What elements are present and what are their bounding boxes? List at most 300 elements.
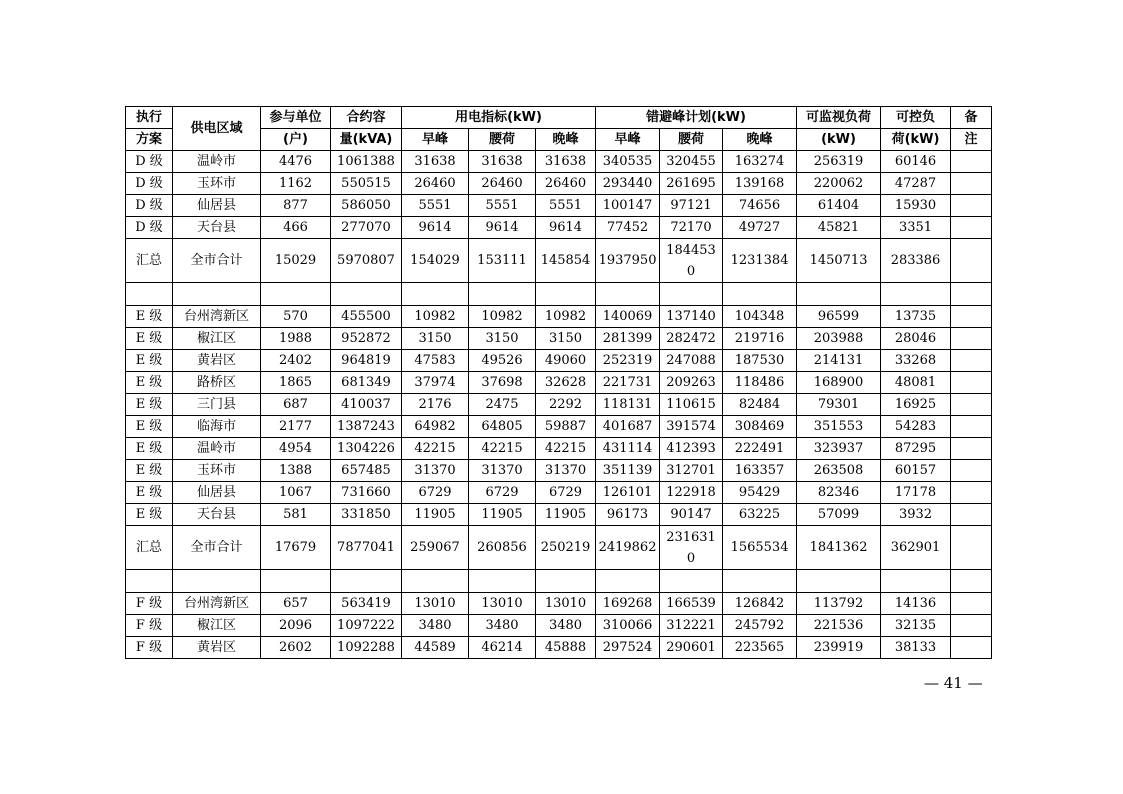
monitorable-load-cell: 351553 [797, 416, 881, 438]
capacity-cell: 1304226 [331, 438, 402, 460]
stagger-evening-cell: 74656 [723, 195, 797, 217]
capacity-cell [331, 283, 402, 306]
stagger-morning-cell [596, 283, 660, 306]
stagger-morning-cell: 169268 [596, 593, 660, 615]
stagger-evening-cell: 63225 [723, 504, 797, 526]
controllable-load-cell: 28046 [881, 328, 951, 350]
units-cell: 877 [261, 195, 331, 217]
stagger-waist-cell: 290601 [660, 637, 723, 659]
usage-waist-cell: 26460 [469, 173, 536, 195]
usage-waist-cell: 31638 [469, 151, 536, 173]
area-cell: 全市合计 [173, 239, 261, 283]
stagger-waist-cell: 137140 [660, 306, 723, 328]
area-cell: 黄岩区 [173, 350, 261, 372]
area-cell: 椒江区 [173, 615, 261, 637]
stagger-waist-cell: 166539 [660, 593, 723, 615]
capacity-cell: 731660 [331, 482, 402, 504]
plan-cell: F 级 [126, 637, 173, 659]
stagger-waist-cell: 90147 [660, 504, 723, 526]
capacity-cell: 550515 [331, 173, 402, 195]
usage-waist-cell: 6729 [469, 482, 536, 504]
table-row [126, 394, 992, 416]
stagger-evening-cell: 95429 [723, 482, 797, 504]
plan-cell: 汇总 [126, 526, 173, 570]
usage-morning-cell [402, 283, 469, 306]
table-row [126, 482, 992, 504]
stagger-evening-cell: 1565534 [723, 526, 797, 570]
capacity-cell: 1387243 [331, 416, 402, 438]
stagger-morning-cell: 293440 [596, 173, 660, 195]
stagger-waist-cell: 312221 [660, 615, 723, 637]
units-cell: 1988 [261, 328, 331, 350]
monitorable-load-cell: 221536 [797, 615, 881, 637]
header-controllable-load-2: 荷(kW) [881, 129, 951, 151]
usage-evening-cell: 45888 [536, 637, 596, 659]
stagger-morning-cell: 96173 [596, 504, 660, 526]
note-cell [951, 195, 992, 217]
units-cell: 2096 [261, 615, 331, 637]
usage-morning-cell: 13010 [402, 593, 469, 615]
note-cell [951, 416, 992, 438]
stagger-waist-line-2: 0 [686, 263, 696, 279]
monitorable-load-cell: 96599 [797, 306, 881, 328]
header-monitorable-load: 可监视负荷 [797, 107, 881, 129]
stagger-waist-cell: 312701 [660, 460, 723, 482]
stagger-waist-cell: 97121 [660, 195, 723, 217]
stagger-morning-cell: 297524 [596, 637, 660, 659]
area-cell: 全市合计 [173, 526, 261, 570]
stagger-waist-cell: 110615 [660, 394, 723, 416]
stagger-morning-cell: 310066 [596, 615, 660, 637]
header-stagger-waist: 腰荷 [660, 129, 723, 151]
controllable-load-cell [881, 283, 951, 306]
usage-waist-cell: 37698 [469, 372, 536, 394]
area-cell: 仙居县 [173, 195, 261, 217]
units-cell: 1388 [261, 460, 331, 482]
usage-morning-cell: 31370 [402, 460, 469, 482]
plan-cell: E 级 [126, 328, 173, 350]
usage-waist-cell: 13010 [469, 593, 536, 615]
stagger-waist-cell [660, 570, 723, 593]
controllable-load-cell: 15930 [881, 195, 951, 217]
note-cell [951, 438, 992, 460]
area-cell: 天台县 [173, 217, 261, 239]
note-cell [951, 283, 992, 306]
header-usage-morning: 早峰 [402, 129, 469, 151]
area-cell: 玉环市 [173, 173, 261, 195]
stagger-morning-cell: 118131 [596, 394, 660, 416]
note-cell [951, 615, 992, 637]
header-units-2: (户) [261, 129, 331, 151]
header-row-1 [126, 107, 992, 129]
units-cell: 581 [261, 504, 331, 526]
capacity-cell: 563419 [331, 593, 402, 615]
stagger-evening-cell: 1231384 [723, 239, 797, 283]
controllable-load-cell: 362901 [881, 526, 951, 570]
stagger-waist-cell: 72170 [660, 217, 723, 239]
controllable-load-cell: 14136 [881, 593, 951, 615]
header-plan: 执行 [126, 107, 173, 129]
usage-morning-cell: 10982 [402, 306, 469, 328]
note-cell [951, 394, 992, 416]
usage-waist-cell: 10982 [469, 306, 536, 328]
plan-cell: E 级 [126, 460, 173, 482]
capacity-cell: 277070 [331, 217, 402, 239]
units-cell: 2402 [261, 350, 331, 372]
units-cell: 15029 [261, 239, 331, 283]
stagger-waist-cell [660, 526, 723, 570]
controllable-load-cell: 54283 [881, 416, 951, 438]
plan-cell: E 级 [126, 350, 173, 372]
capacity-cell: 1092288 [331, 637, 402, 659]
note-cell [951, 372, 992, 394]
units-cell: 466 [261, 217, 331, 239]
area-cell [173, 283, 261, 306]
stagger-morning-cell: 1937950 [596, 239, 660, 283]
area-cell: 玉环市 [173, 460, 261, 482]
plan-cell: 汇总 [126, 239, 173, 283]
table-row [126, 173, 992, 195]
header-stagger-plan: 错避峰计划(kW) [596, 107, 797, 129]
plan-cell: E 级 [126, 482, 173, 504]
usage-evening-cell: 2292 [536, 394, 596, 416]
area-cell: 台州湾新区 [173, 593, 261, 615]
usage-evening-cell: 145854 [536, 239, 596, 283]
monitorable-load-cell: 220062 [797, 173, 881, 195]
usage-evening-cell: 11905 [536, 504, 596, 526]
blank-row [126, 570, 992, 593]
stagger-evening-cell: 139168 [723, 173, 797, 195]
stagger-waist-line-2: 0 [686, 550, 696, 566]
load-plan-table [125, 106, 992, 659]
stagger-waist-cell: 320455 [660, 151, 723, 173]
stagger-waist-cell: 282472 [660, 328, 723, 350]
stagger-waist-cell [660, 283, 723, 306]
usage-evening-cell: 31638 [536, 151, 596, 173]
stagger-evening-cell: 82484 [723, 394, 797, 416]
monitorable-load-cell: 323937 [797, 438, 881, 460]
area-cell: 温岭市 [173, 438, 261, 460]
note-cell [951, 504, 992, 526]
header-stagger-morning: 早峰 [596, 129, 660, 151]
monitorable-load-cell: 82346 [797, 482, 881, 504]
capacity-cell: 1097222 [331, 615, 402, 637]
header-note-2: 注 [951, 129, 992, 151]
controllable-load-cell: 60157 [881, 460, 951, 482]
note-cell [951, 173, 992, 195]
controllable-load-cell: 38133 [881, 637, 951, 659]
note-cell [951, 306, 992, 328]
capacity-cell: 410037 [331, 394, 402, 416]
controllable-load-cell: 60146 [881, 151, 951, 173]
stagger-morning-cell: 252319 [596, 350, 660, 372]
stagger-evening-cell [723, 570, 797, 593]
usage-morning-cell: 259067 [402, 526, 469, 570]
usage-waist-cell: 49526 [469, 350, 536, 372]
plan-cell: E 级 [126, 416, 173, 438]
usage-waist-cell: 46214 [469, 637, 536, 659]
stagger-evening-cell: 163357 [723, 460, 797, 482]
note-cell [951, 526, 992, 570]
header-capacity: 合约容 [331, 107, 402, 129]
stagger-evening-cell [723, 283, 797, 306]
usage-waist-cell: 260856 [469, 526, 536, 570]
note-cell [951, 570, 992, 593]
header-controllable-load: 可控负 [881, 107, 951, 129]
units-cell: 1162 [261, 173, 331, 195]
plan-cell: E 级 [126, 306, 173, 328]
area-cell: 椒江区 [173, 328, 261, 350]
note-cell [951, 328, 992, 350]
capacity-cell: 331850 [331, 504, 402, 526]
usage-morning-cell [402, 570, 469, 593]
usage-evening-cell [536, 283, 596, 306]
table-row [126, 460, 992, 482]
usage-morning-cell: 6729 [402, 482, 469, 504]
units-cell: 657 [261, 593, 331, 615]
usage-morning-cell: 64982 [402, 416, 469, 438]
usage-morning-cell: 2176 [402, 394, 469, 416]
stagger-waist-cell: 122918 [660, 482, 723, 504]
stagger-morning-cell: 77452 [596, 217, 660, 239]
stagger-evening-cell: 118486 [723, 372, 797, 394]
usage-evening-cell: 49060 [536, 350, 596, 372]
plan-cell: D 级 [126, 217, 173, 239]
stagger-evening-cell: 219716 [723, 328, 797, 350]
usage-waist-cell: 42215 [469, 438, 536, 460]
header-usage-waist: 腰荷 [469, 129, 536, 151]
monitorable-load-cell: 113792 [797, 593, 881, 615]
monitorable-load-cell [797, 570, 881, 593]
stagger-evening-cell: 308469 [723, 416, 797, 438]
monitorable-load-cell: 57099 [797, 504, 881, 526]
header-plan-2: 方案 [126, 129, 173, 151]
stagger-morning-cell: 140069 [596, 306, 660, 328]
plan-cell: E 级 [126, 504, 173, 526]
stagger-morning-cell: 340535 [596, 151, 660, 173]
units-cell: 1865 [261, 372, 331, 394]
usage-morning-cell: 37974 [402, 372, 469, 394]
usage-evening-cell: 26460 [536, 173, 596, 195]
stagger-evening-cell: 49727 [723, 217, 797, 239]
header-capacity-2: 量(kVA) [331, 129, 402, 151]
blank-row [126, 283, 992, 306]
header-monitorable-load-2: (kW) [797, 129, 881, 151]
capacity-cell: 5970807 [331, 239, 402, 283]
controllable-load-cell: 17178 [881, 482, 951, 504]
area-cell [173, 570, 261, 593]
stagger-waist-cell [660, 239, 723, 283]
stagger-evening-cell: 245792 [723, 615, 797, 637]
usage-evening-cell: 59887 [536, 416, 596, 438]
capacity-cell: 586050 [331, 195, 402, 217]
usage-morning-cell: 44589 [402, 637, 469, 659]
stagger-waist-line-1: 231631 [666, 529, 716, 545]
page-number: — 41 — [924, 674, 983, 692]
usage-morning-cell: 3480 [402, 615, 469, 637]
capacity-cell: 681349 [331, 372, 402, 394]
stagger-morning-cell: 221731 [596, 372, 660, 394]
usage-waist-cell: 3480 [469, 615, 536, 637]
note-cell [951, 482, 992, 504]
usage-evening-cell: 32628 [536, 372, 596, 394]
monitorable-load-cell: 256319 [797, 151, 881, 173]
usage-evening-cell: 31370 [536, 460, 596, 482]
header-usage-index: 用电指标(kW) [402, 107, 596, 129]
capacity-cell: 657485 [331, 460, 402, 482]
table-row [126, 615, 992, 637]
note-cell [951, 239, 992, 283]
usage-evening-cell: 3150 [536, 328, 596, 350]
stagger-evening-cell: 223565 [723, 637, 797, 659]
usage-morning-cell: 9614 [402, 217, 469, 239]
stagger-evening-cell: 163274 [723, 151, 797, 173]
monitorable-load-cell: 45821 [797, 217, 881, 239]
stagger-morning-cell: 126101 [596, 482, 660, 504]
area-cell: 路桥区 [173, 372, 261, 394]
controllable-load-cell: 3351 [881, 217, 951, 239]
usage-morning-cell: 42215 [402, 438, 469, 460]
stagger-morning-cell: 100147 [596, 195, 660, 217]
stagger-waist-line-1: 184453 [666, 242, 716, 258]
plan-cell [126, 570, 173, 593]
plan-cell: E 级 [126, 394, 173, 416]
header-area: 供电区域 [173, 107, 261, 151]
total-row [126, 239, 992, 283]
table-row [126, 416, 992, 438]
monitorable-load-cell: 1841362 [797, 526, 881, 570]
capacity-cell: 964819 [331, 350, 402, 372]
usage-morning-cell: 154029 [402, 239, 469, 283]
stagger-morning-cell: 401687 [596, 416, 660, 438]
usage-waist-cell: 2475 [469, 394, 536, 416]
table-row [126, 195, 992, 217]
controllable-load-cell: 87295 [881, 438, 951, 460]
table-row [126, 438, 992, 460]
stagger-evening-cell: 222491 [723, 438, 797, 460]
note-cell [951, 151, 992, 173]
monitorable-load-cell: 79301 [797, 394, 881, 416]
usage-waist-cell: 9614 [469, 217, 536, 239]
table-row [126, 593, 992, 615]
controllable-load-cell: 283386 [881, 239, 951, 283]
note-cell [951, 460, 992, 482]
usage-waist-cell [469, 570, 536, 593]
controllable-load-cell: 32135 [881, 615, 951, 637]
stagger-morning-cell [596, 570, 660, 593]
monitorable-load-cell: 168900 [797, 372, 881, 394]
table-row [126, 306, 992, 328]
plan-cell: D 级 [126, 151, 173, 173]
units-cell: 2602 [261, 637, 331, 659]
monitorable-load-cell [797, 283, 881, 306]
stagger-morning-cell: 281399 [596, 328, 660, 350]
note-cell [951, 637, 992, 659]
usage-morning-cell: 3150 [402, 328, 469, 350]
plan-cell: E 级 [126, 372, 173, 394]
usage-evening-cell: 9614 [536, 217, 596, 239]
stagger-morning-cell: 2419862 [596, 526, 660, 570]
note-cell [951, 593, 992, 615]
usage-morning-cell: 11905 [402, 504, 469, 526]
plan-cell: D 级 [126, 195, 173, 217]
units-cell: 570 [261, 306, 331, 328]
usage-morning-cell: 26460 [402, 173, 469, 195]
note-cell [951, 350, 992, 372]
usage-waist-cell: 31370 [469, 460, 536, 482]
usage-waist-cell: 3150 [469, 328, 536, 350]
units-cell: 1067 [261, 482, 331, 504]
plan-cell [126, 283, 173, 306]
controllable-load-cell: 13735 [881, 306, 951, 328]
stagger-evening-cell: 126842 [723, 593, 797, 615]
table-row [126, 350, 992, 372]
monitorable-load-cell: 61404 [797, 195, 881, 217]
stagger-waist-cell: 261695 [660, 173, 723, 195]
header-note: 备 [951, 107, 992, 129]
area-cell: 黄岩区 [173, 637, 261, 659]
controllable-load-cell: 16925 [881, 394, 951, 416]
note-cell [951, 217, 992, 239]
plan-cell: F 级 [126, 615, 173, 637]
units-cell: 687 [261, 394, 331, 416]
units-cell: 2177 [261, 416, 331, 438]
area-cell: 临海市 [173, 416, 261, 438]
area-cell: 温岭市 [173, 151, 261, 173]
capacity-cell: 952872 [331, 328, 402, 350]
usage-evening-cell: 13010 [536, 593, 596, 615]
usage-morning-cell: 31638 [402, 151, 469, 173]
plan-cell: F 级 [126, 593, 173, 615]
table-row [126, 504, 992, 526]
header-stagger-evening: 晚峰 [723, 129, 797, 151]
stagger-waist-cell: 209263 [660, 372, 723, 394]
controllable-load-cell [881, 570, 951, 593]
stagger-waist-cell: 391574 [660, 416, 723, 438]
usage-evening-cell: 10982 [536, 306, 596, 328]
usage-evening-cell [536, 570, 596, 593]
area-cell: 台州湾新区 [173, 306, 261, 328]
plan-cell: E 级 [126, 438, 173, 460]
capacity-cell: 455500 [331, 306, 402, 328]
total-row [126, 526, 992, 570]
area-cell: 天台县 [173, 504, 261, 526]
table-row [126, 328, 992, 350]
usage-waist-cell: 5551 [469, 195, 536, 217]
capacity-cell: 7877041 [331, 526, 402, 570]
usage-morning-cell: 5551 [402, 195, 469, 217]
monitorable-load-cell: 214131 [797, 350, 881, 372]
usage-waist-cell: 11905 [469, 504, 536, 526]
units-cell [261, 283, 331, 306]
stagger-evening-cell: 187530 [723, 350, 797, 372]
header-units: 参与单位 [261, 107, 331, 129]
usage-evening-cell: 42215 [536, 438, 596, 460]
usage-evening-cell: 5551 [536, 195, 596, 217]
usage-waist-cell [469, 283, 536, 306]
area-cell: 仙居县 [173, 482, 261, 504]
usage-evening-cell: 250219 [536, 526, 596, 570]
stagger-morning-cell: 351139 [596, 460, 660, 482]
monitorable-load-cell: 203988 [797, 328, 881, 350]
controllable-load-cell: 47287 [881, 173, 951, 195]
table-row [126, 217, 992, 239]
monitorable-load-cell: 263508 [797, 460, 881, 482]
stagger-waist-cell: 412393 [660, 438, 723, 460]
units-cell: 4476 [261, 151, 331, 173]
usage-evening-cell: 3480 [536, 615, 596, 637]
usage-waist-cell: 64805 [469, 416, 536, 438]
